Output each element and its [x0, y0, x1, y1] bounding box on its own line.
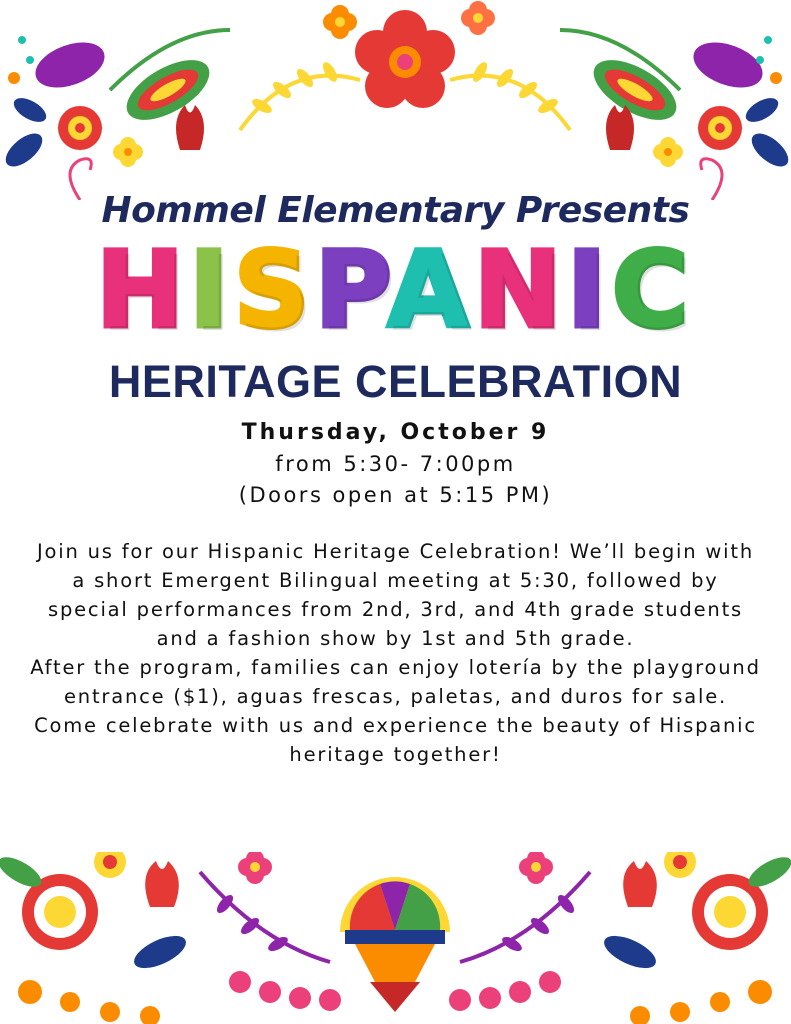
- center-red-flower-icon: [355, 10, 455, 108]
- pink-flower-icon: [519, 852, 553, 884]
- blue-leaf-icon: [130, 929, 191, 974]
- title-letter-s: S: [234, 229, 316, 351]
- red-tulip-icon: [606, 105, 634, 150]
- blue-leaf-icon: [0, 127, 48, 172]
- red-tulip-icon: [176, 105, 204, 150]
- description-paragraph-1: Join us for our Hispanic Heritage Celebration! We’ll begin with a short Emergent Bilingual meeting at 5:30, followed by special performances from 2nd, 3rd, and 4th grade students and a fashion show by 1st and 5th grade.: [36, 540, 755, 650]
- top-floral-border: [0, 0, 791, 200]
- title-letter-i2: I: [567, 229, 613, 351]
- event-description: [30, 537, 761, 769]
- red-tulip-icon: [145, 861, 179, 907]
- orange-flower-icon: [323, 5, 357, 39]
- doors-open-time: (Doors open at 5:15 PM): [238, 483, 553, 507]
- yellow-daisy-icon: [664, 852, 696, 878]
- red-tulip-icon: [623, 861, 657, 907]
- presents-heading: Hommel Elementary Presents: [101, 190, 690, 231]
- red-daisy-icon: [698, 106, 742, 150]
- event-date: Thursday, October 9: [241, 420, 550, 445]
- title-letter-i: I: [189, 229, 235, 351]
- description-paragraph-2: After the program, families can enjoy lotería by the playground entrance ($1), aguas frescas, paletas, and duros for sale.: [30, 656, 761, 708]
- center-fan-flower-icon: [340, 877, 450, 1012]
- purple-leaf-icon: [687, 34, 768, 96]
- title-letter-c: C: [612, 229, 695, 351]
- title-letter-h: H: [96, 229, 190, 351]
- title-letter-p: P: [315, 229, 388, 351]
- paisley-right-icon: [584, 48, 686, 132]
- heritage-celebration-heading: HERITAGE CELEBRATION: [108, 356, 683, 407]
- yellow-daisy-icon: [94, 852, 126, 878]
- bottom-floral-border: [0, 852, 791, 1024]
- purple-leaf-icon: [29, 34, 110, 96]
- event-time: from 5:30- 7:00pm: [275, 452, 516, 476]
- paisley-left-icon: [117, 48, 219, 132]
- yellow-flower-icon: [113, 137, 143, 167]
- pink-flower-icon: [238, 852, 272, 884]
- blue-leaf-icon: [600, 929, 661, 974]
- blue-leaf-icon: [746, 127, 791, 172]
- hispanic-title: [0, 229, 791, 351]
- title-letter-a: A: [387, 229, 475, 351]
- yellow-flower-icon: [653, 137, 683, 167]
- description-paragraph-3: Come celebrate with us and experience the beauty of Hispanic heritage together!: [34, 714, 757, 766]
- purple-fern-right-icon: [460, 872, 590, 962]
- orange-flower-icon: [461, 1, 495, 35]
- title-letter-n: N: [474, 229, 568, 351]
- purple-fern-left-icon: [200, 872, 330, 962]
- red-daisy-icon: [58, 106, 102, 150]
